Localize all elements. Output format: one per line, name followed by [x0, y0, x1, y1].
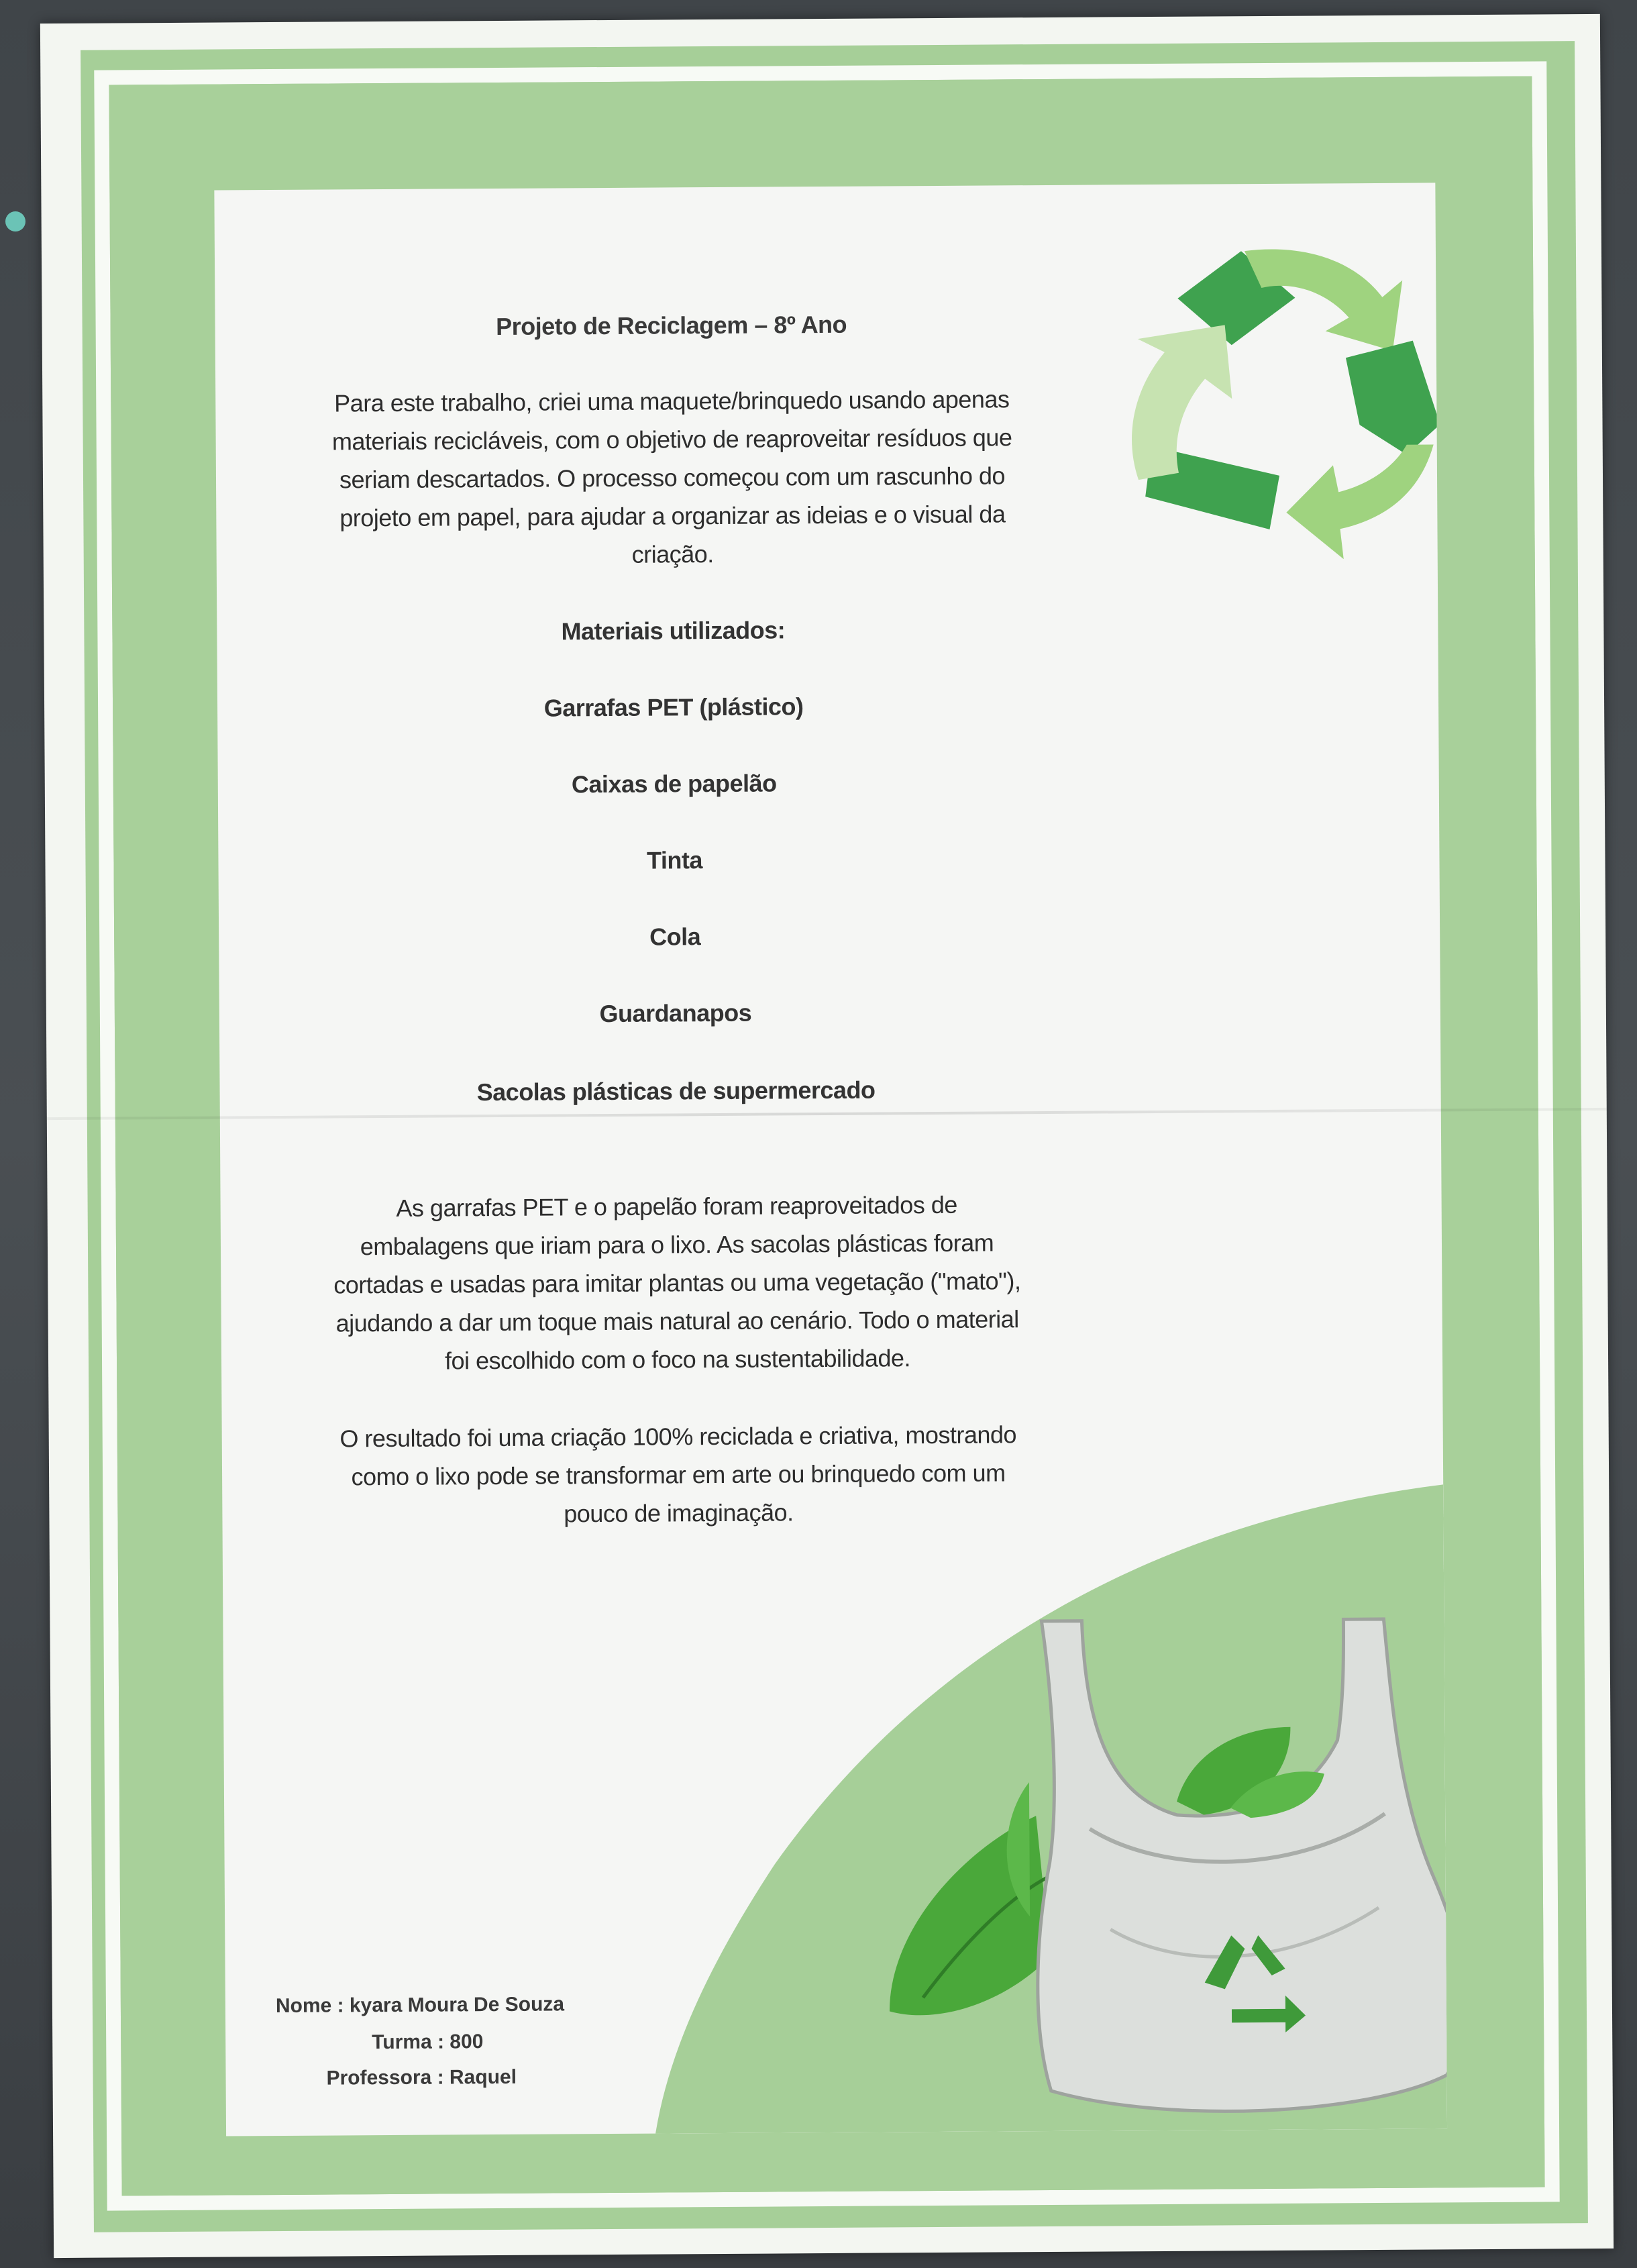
paragraph3-line-3: pouco de imaginação.	[564, 1498, 794, 1528]
intro-line-2: materiais recicláveis, com o objetivo de reaproveitar resíduos que	[331, 423, 1012, 456]
intro-line-4: projeto em papel, para ajudar a organizar as ideias e o visual da	[339, 500, 1006, 532]
signature-teacher: Professora : Raquel	[326, 2065, 517, 2090]
recycle-icon	[1124, 223, 1441, 574]
content-panel	[214, 183, 1447, 2136]
material-item: Caixas de papelão	[571, 769, 777, 798]
material-item: Tinta	[646, 846, 703, 874]
paragraph3-line-2: como o lixo pode se transformar em arte ou brinquedo com um	[351, 1459, 1006, 1491]
material-item: Guardanapos	[599, 998, 752, 1028]
signature-name: Nome : kyara Moura De Souza	[275, 1993, 565, 2018]
document-sheet	[40, 14, 1614, 2258]
paragraph2-line-5: foi escolhido com o foco na sustentabilidade.	[444, 1344, 911, 1375]
paragraph2-line-3: cortadas e usadas para imitar plantas ou uma vegetação ("mato"),	[333, 1267, 1021, 1299]
paragraph3-line-1: O resultado foi uma criação 100% reciclada e criativa, mostrando	[339, 1421, 1017, 1453]
intro-line-3: seriam descartados. O processo começou com um rascunho do	[339, 462, 1006, 494]
paragraph2-line-2: embalagens que iriam para o lixo. As sacolas plásticas foram	[360, 1229, 994, 1261]
intro-line-5: criação.	[631, 540, 714, 568]
material-item: Cola	[649, 923, 701, 951]
paragraph2-line-1: As garrafas PET e o papelão foram reaproveitados de	[396, 1190, 957, 1222]
paragraph2-line-4: ajudando a dar um toque mais natural ao cenário. Todo o material	[335, 1305, 1019, 1337]
pin-dot	[5, 211, 25, 231]
document-title: Projeto de Reciclagem – 8º Ano	[495, 310, 847, 340]
material-item: Garrafas PET (plástico)	[543, 692, 804, 722]
materials-heading: Materiais utilizados:	[561, 616, 786, 646]
plastic-bag-illustration	[827, 1592, 1447, 2136]
material-item: Sacolas plásticas de supermercado	[476, 1076, 876, 1106]
signature-class: Turma : 800	[372, 2030, 484, 2054]
intro-line-1: Para este trabalho, criei uma maquete/brinquedo usando apenas	[334, 385, 1010, 417]
